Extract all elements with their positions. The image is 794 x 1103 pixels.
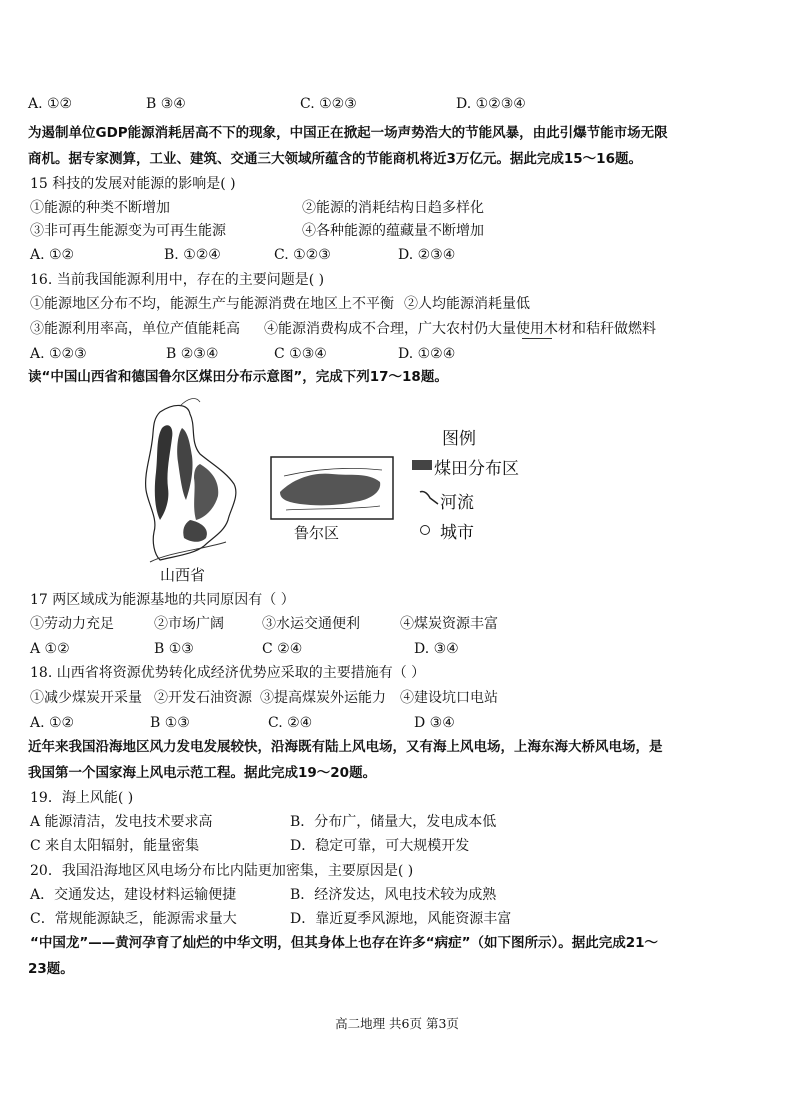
intro-19-20-line2: 我国第一个国家海上风电示范工程。据此完成19～20题。 [28,765,377,781]
q16-item-3: ③能源利用率高，单位产值能耗高 [30,321,240,337]
q17-stem: 17 两区域成为能源基地的共同原因有（ ） [30,592,295,608]
option-d: D. ①②③④ [456,96,526,112]
shanxi-label: 山西省 [160,566,206,584]
ruhr-label: 鲁尔区 [294,524,340,542]
option-c: C. ①②③ [300,96,357,112]
option-d: D ③④ [414,715,455,731]
q18-item-2: ②开发石油资源 [154,690,252,706]
option-c: C. ②④ [268,715,313,731]
q19-option-b: B．分布广，储量大，发电成本低 [290,814,497,830]
intro-19-20-line1: 近年来我国沿海地区风力发电发展较快，沿海既有陆上风电场，又有海上风电场，上海东海大桥风电场，是 [28,739,663,755]
option-b: B ①③ [150,715,190,731]
legend-city-label: 城市 [440,523,474,543]
q20-option-c: C．常规能源缺乏，能源需求量大 [30,911,237,927]
option-d: D. ②③④ [398,247,456,263]
option-a: A. ①② [30,247,75,263]
q19-stem: 19．海上风能( ) [30,790,134,806]
q18-item-3: ③提高煤炭外运能力 [260,690,386,706]
shanxi-map [130,392,250,572]
intro-21-23-line1: “中国龙”——黄河孕育了灿烂的中华文明，但其身体上也存在许多“病症”（如下图所示）。据此完成21～ [30,935,659,951]
q17-item-3: ③水运交通便利 [262,616,360,632]
q18-stem: 18. 山西省将资源优势转化成经济优势应采取的主要措施有（ ） [30,665,426,681]
legend-coal-swatch [412,460,432,470]
q19-option-c: C 来自太阳辐射，能量密集 [30,838,200,854]
handwritten-underline [522,338,552,339]
option-a: A ①② [30,641,70,657]
q15-stem: 15 科技的发展对能源的影响是( ) [30,176,236,192]
option-c: C ①③④ [274,346,327,362]
legend-river-label: 河流 [440,493,474,513]
intro-17-18: 读“中国山西省和德国鲁尔区煤田分布示意图”，完成下列17～18题。 [28,369,448,385]
q15-item-1: ①能源的种类不断增加 [30,200,170,216]
option-b: B ①③ [154,641,194,657]
q19-option-d: D．稳定可靠，可大规模开发 [290,838,470,854]
intro-21-23-line2: 23题。 [28,961,74,977]
q18-item-4: ④建设坑口电站 [400,690,498,706]
option-c: C. ①②③ [274,247,331,263]
q18-item-1: ①减少煤炭开采量 [30,690,142,706]
q16-item-4: ④能源消费构成不合理，广大农村仍大量使用木材和秸秆做燃料 [264,321,656,337]
city-icon [420,525,430,535]
page-footer: 高二地理 共6页 第3页 [335,1016,459,1031]
option-a: A. ①②③ [30,346,87,362]
q17-item-2: ②市场广阔 [154,616,224,632]
option-a: A. ①② [30,715,75,731]
coal-field-map-figure [130,392,550,588]
option-d: D. ①②④ [398,346,456,362]
river-icon [418,488,440,506]
q16-stem: 16. 当前我国能源利用中，存在的主要问题是( ) [30,272,325,288]
q20-option-b: B．经济发达，风电技术较为成熟 [290,887,497,903]
option-b: B ②③④ [166,346,219,362]
q19-option-a: A 能源清洁，发电技术要求高 [30,814,213,830]
q20-option-d: D．靠近夏季风源地，风能资源丰富 [290,911,512,927]
q20-option-a: A．交通发达，建设材料运输便捷 [30,887,237,903]
legend-title: 图例 [442,429,476,449]
option-d: D. ③④ [414,641,459,657]
q15-item-3: ③非可再生能源变为可再生能源 [30,223,226,239]
option-b: B. ①②④ [164,247,221,263]
q17-item-4: ④煤炭资源丰富 [400,616,498,632]
q16-item-2: ②人均能源消耗量低 [404,296,530,312]
ruhr-map [270,456,394,520]
q17-item-1: ①劳动力充足 [30,616,114,632]
q15-item-4: ④各种能源的蕴藏量不断增加 [302,223,484,239]
q15-item-2: ②能源的消耗结构日趋多样化 [302,200,484,216]
option-a: A. ①② [28,96,73,112]
q20-stem: 20．我国沿海地区风电场分布比内陆更加密集，主要原因是( ) [30,863,414,879]
option-c: C ②④ [262,641,303,657]
q16-item-1: ①能源地区分布不均，能源生产与能源消费在地区上不平衡 [30,296,394,312]
intro-15-16-line1: 为遏制单位GDP能源消耗居高不下的现象，中国正在掀起一场声势浩大的节能风暴，由此引爆节能市场无限 [28,125,668,141]
legend-coal-label: 煤田分布区 [434,459,519,479]
option-b: B ③④ [146,96,186,112]
intro-15-16-line2: 商机。据专家测算，工业、建筑、交通三大领域所蕴含的节能商机将近3万亿元。据此完成15～16题。 [28,151,642,167]
